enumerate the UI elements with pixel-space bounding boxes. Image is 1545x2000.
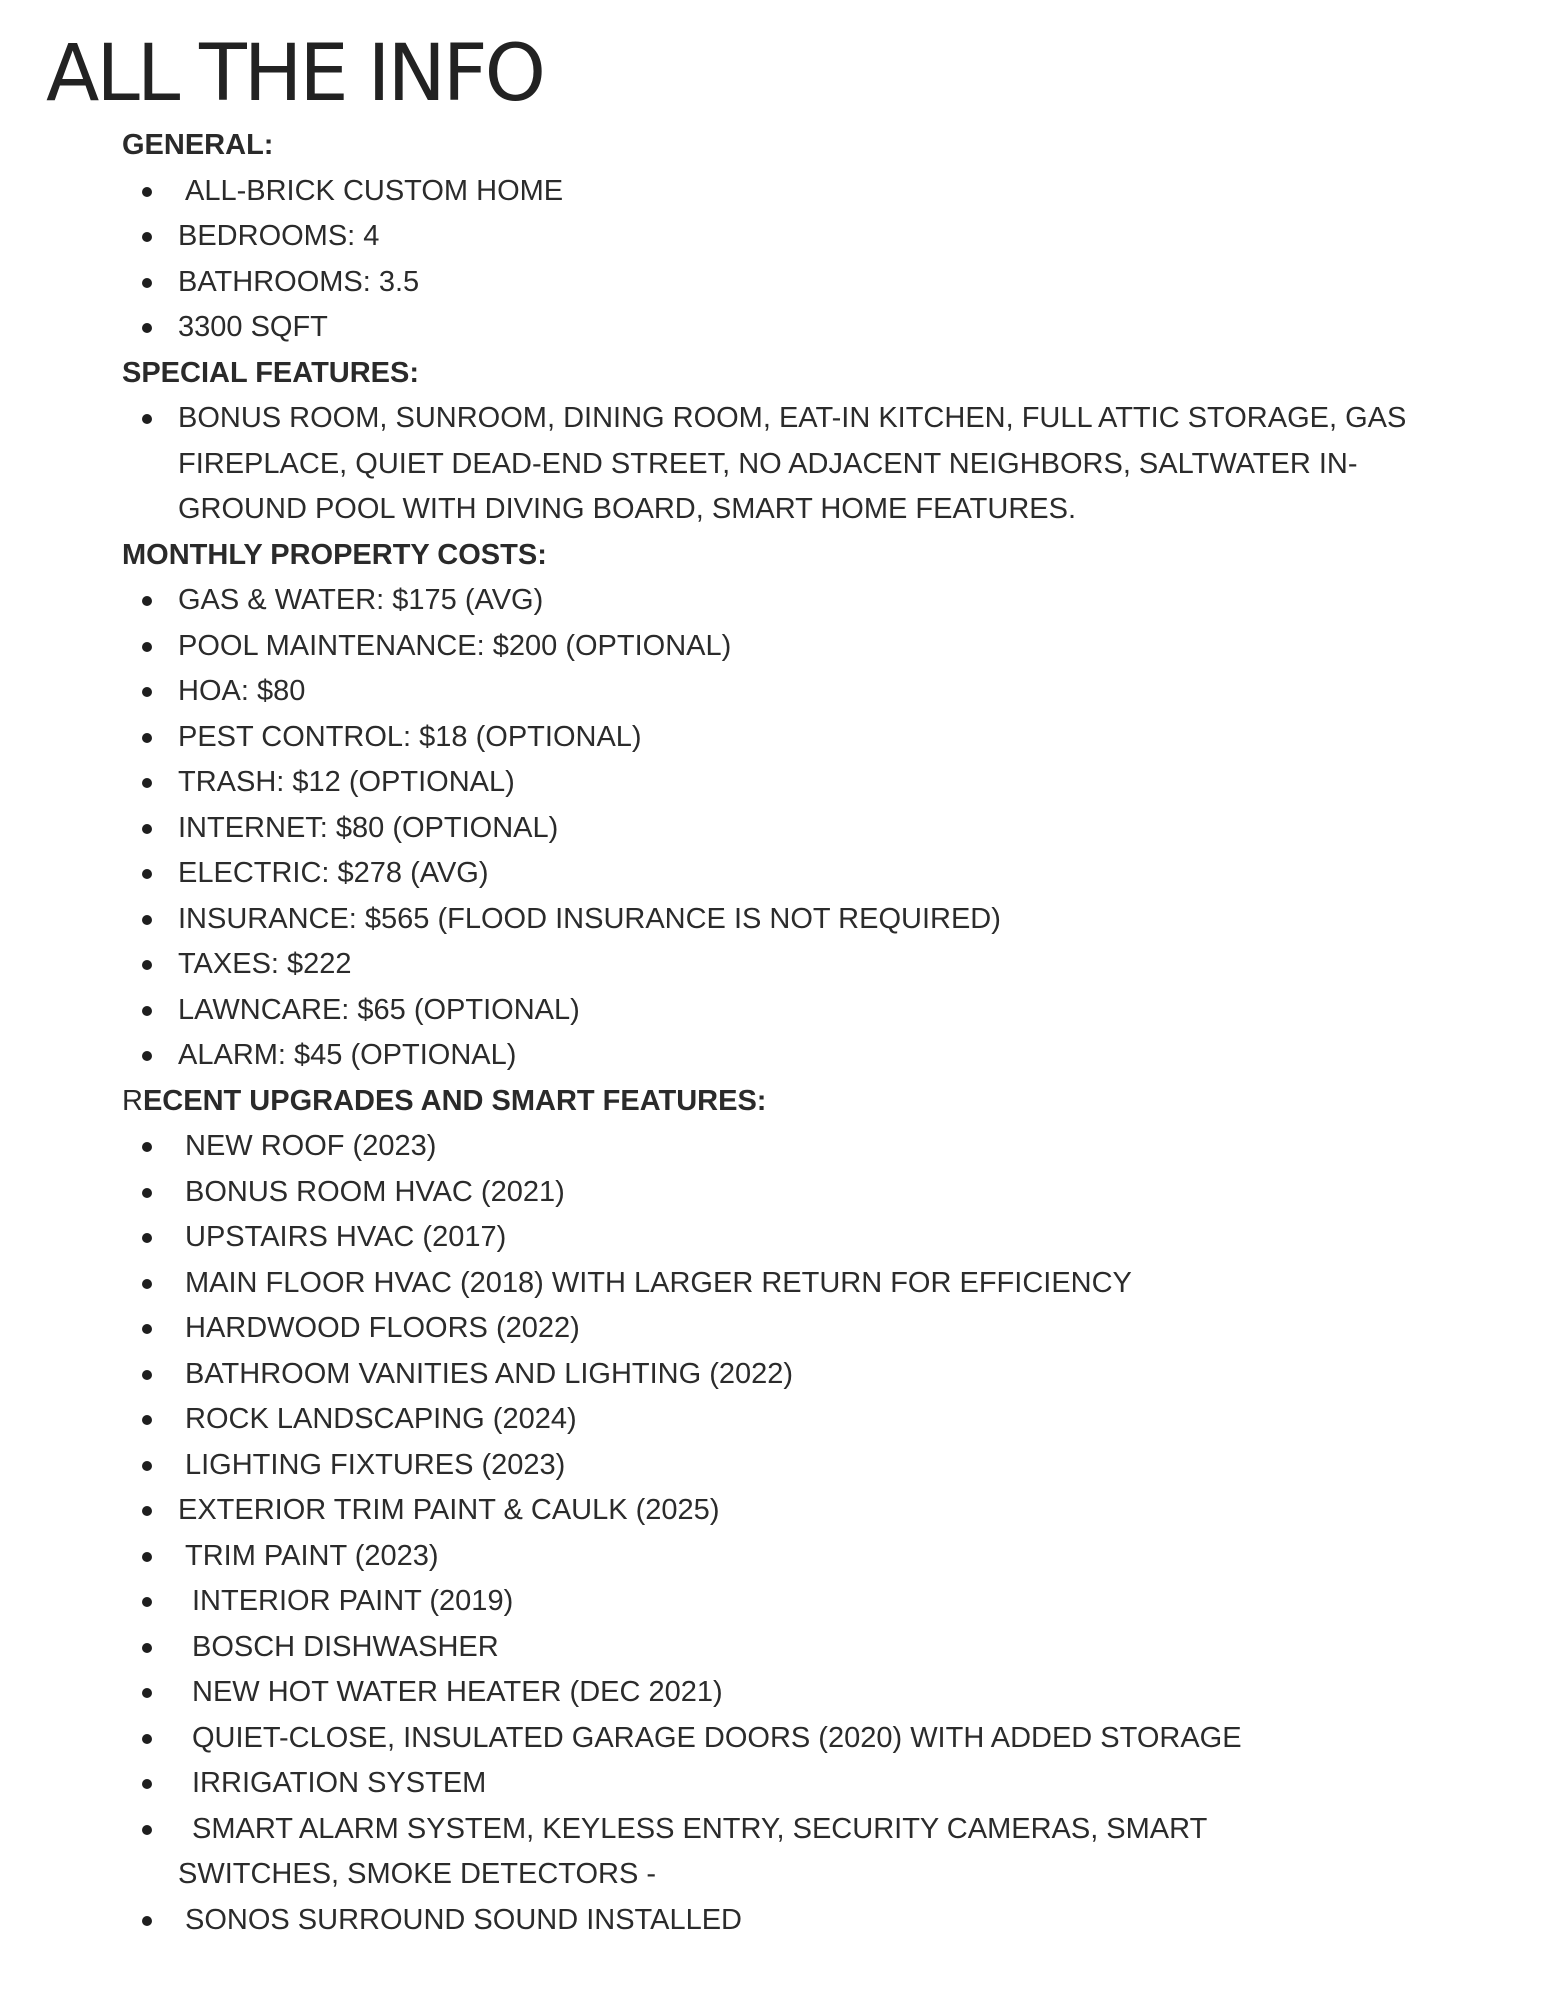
list-item	[122, 1898, 1502, 1944]
list-item-text: BONUS ROOM, SUNROOM, DINING ROOM, EAT-IN KITCHEN, FULL ATTIC STORAGE, GAS FIREPLACE, QUIET DEAD-END STREET, NO ADJACENT NEIGHBORS, SALTWATER IN-GROUND POOL WITH DIVING BOARD, SMART HOME FEATURES.	[178, 402, 1407, 525]
bullet-icon	[142, 642, 152, 652]
bullet-icon	[142, 278, 152, 288]
bullet-icon	[142, 1142, 152, 1152]
list-item-text: INTERIOR PAINT (2019)	[192, 1585, 514, 1617]
list-item	[122, 942, 1502, 988]
bullet-icon	[142, 1279, 152, 1289]
list-item-text: IRRIGATION SYSTEM	[192, 1767, 487, 1799]
bullet-icon	[142, 1643, 152, 1653]
list-item	[122, 1033, 1502, 1079]
list-item	[122, 1579, 1502, 1625]
bullet-icon	[142, 232, 152, 242]
bullet-icon	[142, 1051, 152, 1061]
list-item-text: UPSTAIRS HVAC (2017)	[185, 1221, 507, 1253]
bullet-icon	[142, 869, 152, 879]
list-item	[122, 851, 1502, 897]
list-item-text: BONUS ROOM HVAC (2021)	[185, 1175, 565, 1208]
bullet-icon	[142, 1825, 152, 1835]
bullet-icon	[142, 824, 152, 834]
list-item-text: HARDWOOD FLOORS (2022)	[185, 1312, 580, 1344]
bullet-icon	[142, 1461, 152, 1471]
bullet-icon	[142, 733, 152, 743]
bullet-icon	[142, 1370, 152, 1380]
list-item-text: TRASH: $12 (OPTIONAL)	[178, 766, 515, 798]
bullet-icon	[142, 1006, 152, 1016]
list-item-text: POOL MAINTENANCE: $200 (OPTIONAL)	[178, 629, 732, 662]
list-item-text: NEW HOT WATER HEATER (DEC 2021)	[192, 1676, 723, 1708]
list-item	[122, 1261, 1502, 1307]
list-item-text: ELECTRIC: $278 (AVG)	[178, 857, 489, 889]
list-item	[122, 578, 1502, 624]
monthly-costs-list	[122, 578, 1502, 1079]
list-item-text: SONOS SURROUND SOUND INSTALLED	[185, 1903, 742, 1936]
list-item-text: PEST CONTROL: $18 (OPTIONAL)	[178, 720, 642, 753]
list-item	[122, 760, 1502, 806]
list-item	[122, 1352, 1502, 1398]
list-item-text: INSURANCE: $565 (FLOOD INSURANCE IS NOT REQUIRED)	[178, 902, 1001, 935]
list-item	[122, 1807, 1358, 1898]
list-item-text: ALARM: $45 (OPTIONAL)	[178, 1039, 517, 1071]
bullet-icon	[142, 1688, 152, 1698]
section-heading-recent-upgrades	[122, 1079, 1502, 1125]
list-item	[122, 1170, 1502, 1216]
special-features-list	[122, 396, 1502, 533]
list-item	[122, 1397, 1502, 1443]
list-item	[122, 669, 1502, 715]
list-item-text: HOA: $80	[178, 675, 306, 707]
list-item-text: TRIM PAINT (2023)	[185, 1539, 439, 1572]
list-item-text: ROCK LANDSCAPING (2024)	[185, 1403, 577, 1435]
list-item	[122, 1716, 1502, 1762]
list-item	[122, 260, 1502, 306]
section-heading-monthly-costs: MONTHLY PROPERTY COSTS:	[122, 538, 547, 571]
list-item	[122, 305, 1502, 351]
page-title: ALL THE INFO	[46, 29, 544, 119]
list-item	[122, 1215, 1502, 1261]
bullet-icon	[142, 687, 152, 697]
list-item	[122, 624, 1502, 670]
list-item	[122, 169, 1502, 215]
list-item-text: LIGHTING FIXTURES (2023)	[185, 1448, 566, 1481]
bullet-icon	[142, 414, 152, 424]
bullet-icon	[142, 1916, 152, 1926]
bullet-icon	[142, 596, 152, 606]
list-item	[122, 396, 1478, 533]
list-item	[122, 1443, 1502, 1489]
bullet-icon	[142, 1734, 152, 1744]
list-item-text: GAS & WATER: $175 (AVG)	[178, 584, 544, 616]
list-item	[122, 988, 1502, 1034]
bullet-icon	[142, 915, 152, 925]
bullet-icon	[142, 1233, 152, 1243]
section-heading-special-features: SPECIAL FEATURES:	[122, 356, 420, 389]
list-item	[122, 715, 1502, 761]
bullet-icon	[142, 960, 152, 970]
list-item	[122, 897, 1502, 943]
bullet-icon	[142, 1188, 152, 1198]
list-item-text: BATHROOM VANITIES AND LIGHTING (2022)	[185, 1357, 794, 1390]
list-item-text: EXTERIOR TRIM PAINT & CAULK (2025)	[178, 1494, 720, 1526]
list-item-text: NEW ROOF (2023)	[185, 1130, 437, 1162]
list-item-text: BATHROOMS: 3.5	[178, 265, 420, 298]
list-item-text: SMART ALARM SYSTEM, KEYLESS ENTRY, SECURITY CAMERAS, SMART SWITCHES, SMOKE DETECTORS -	[178, 1812, 1207, 1890]
list-item-text: BEDROOMS: 4	[178, 220, 380, 252]
list-item	[122, 1534, 1502, 1580]
list-item	[122, 1625, 1502, 1671]
heading-rest: ECENT UPGRADES AND SMART FEATURES:	[142, 1084, 767, 1117]
recent-upgrades-list	[122, 1124, 1502, 1943]
list-item-text: QUIET-CLOSE, INSULATED GARAGE DOORS (2020) WITH ADDED STORAGE	[192, 1721, 1242, 1754]
info-content	[122, 123, 1502, 1943]
list-item	[122, 1306, 1502, 1352]
list-item	[122, 1761, 1502, 1807]
heading-initial: R	[122, 1084, 143, 1117]
list-item-text: ALL-BRICK CUSTOM HOME	[185, 174, 564, 207]
list-item-text: INTERNET: $80 (OPTIONAL)	[178, 811, 559, 844]
list-item	[122, 1670, 1502, 1716]
bullet-icon	[142, 187, 152, 197]
list-item-text: LAWNCARE: $65 (OPTIONAL)	[178, 993, 580, 1026]
bullet-icon	[142, 323, 152, 333]
section-heading-general: GENERAL:	[122, 129, 274, 161]
bullet-icon	[142, 1597, 152, 1607]
bullet-icon	[142, 1779, 152, 1789]
bullet-icon	[142, 1415, 152, 1425]
list-item-text: MAIN FLOOR HVAC (2018) WITH LARGER RETURN FOR EFFICIENCY	[185, 1266, 1132, 1299]
list-item	[122, 806, 1502, 852]
list-item-text: BOSCH DISHWASHER	[192, 1630, 499, 1663]
list-item-text: 3300 SQFT	[178, 311, 328, 343]
bullet-icon	[142, 1552, 152, 1562]
general-list	[122, 169, 1502, 351]
list-item	[122, 1488, 1502, 1534]
list-item	[122, 214, 1502, 260]
bullet-icon	[142, 1506, 152, 1516]
list-item	[122, 1124, 1502, 1170]
list-item-text: TAXES: $222	[178, 948, 352, 980]
bullet-icon	[142, 1324, 152, 1334]
bullet-icon	[142, 778, 152, 788]
